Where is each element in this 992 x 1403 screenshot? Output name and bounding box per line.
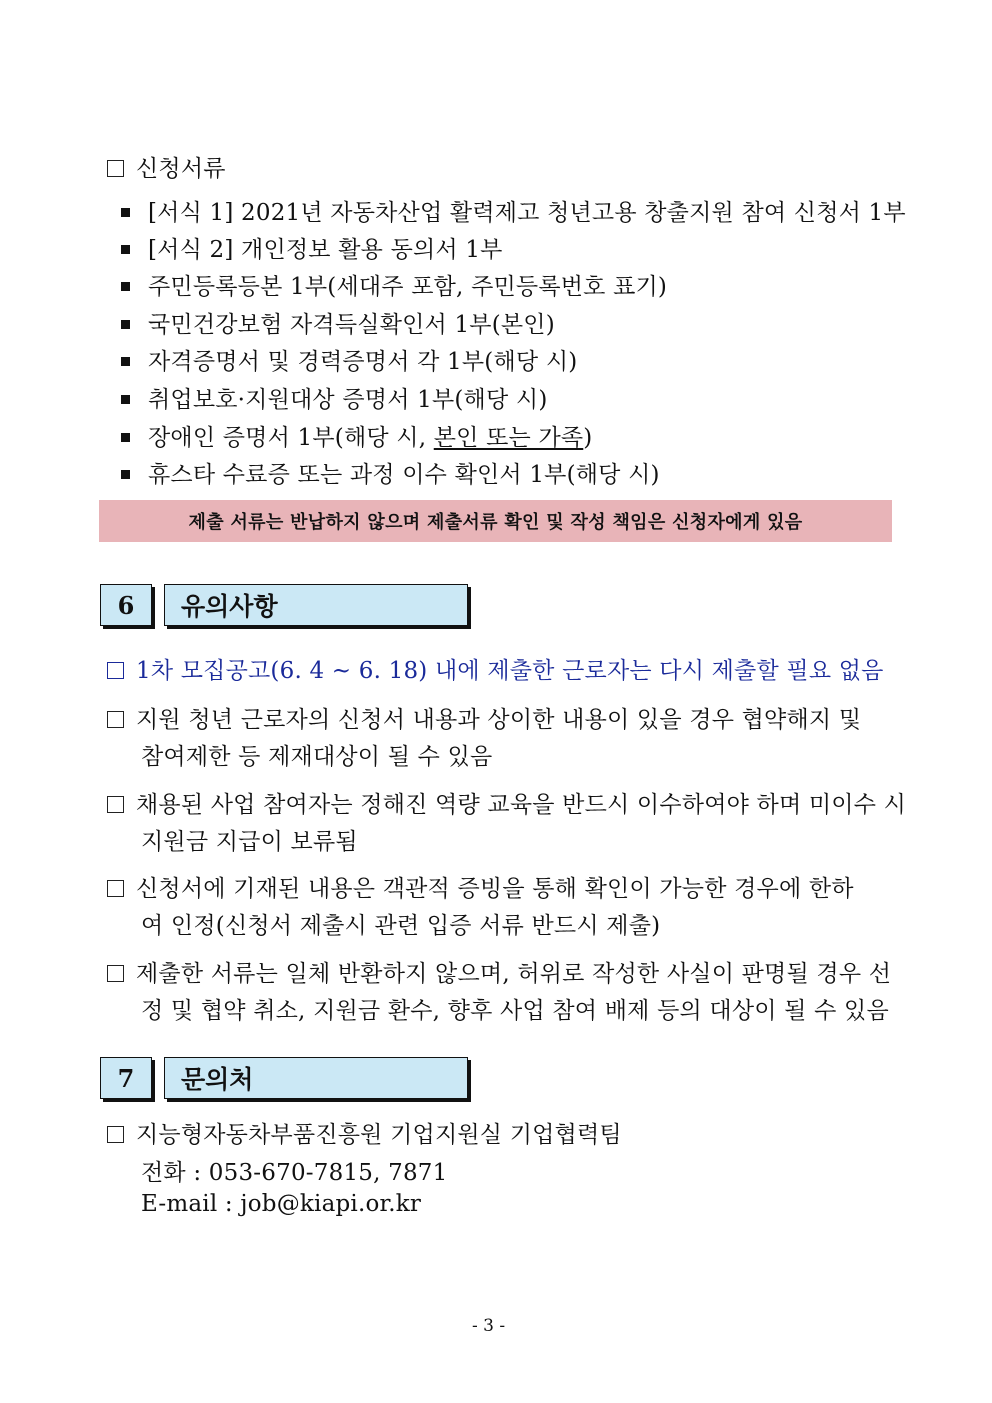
note-item-continuation: 여 인정(신청서 제출시 관련 입증 서류 반드시 제출) — [141, 913, 661, 939]
square-bullet-icon — [121, 357, 130, 366]
contact-email: E-mail : job@kiapi.or.kr — [141, 1191, 422, 1217]
doc-item: 취업보호·지원대상 증명서 1부(해당 시) — [121, 381, 548, 414]
note-item: 지원 청년 근로자의 신청서 내용과 상이한 내용이 있을 경우 협약해지 및 — [107, 701, 861, 734]
contact-org: 지능형자동차부품진흥원 기업지원실 기업협력팀 — [107, 1116, 622, 1149]
docs-heading: 신청서류 — [107, 150, 226, 183]
checkbox-square-icon — [107, 1126, 124, 1143]
doc-item: [서식 1] 2021년 자동차산업 활력제고 청년고용 창출지원 참여 신청서 1부 — [121, 194, 906, 227]
square-bullet-icon — [121, 282, 130, 291]
note-item: 제출한 서류는 일체 반환하지 않으며, 허위로 작성한 사실이 판명될 경우 선 — [107, 955, 891, 988]
square-bullet-icon — [121, 433, 130, 442]
square-bullet-icon — [121, 320, 130, 329]
section-title: 유의사항 — [164, 584, 468, 626]
note-item-continuation: 참여제한 등 제재대상이 될 수 있음 — [141, 744, 493, 770]
doc-item: 주민등록등본 1부(세대주 포함, 주민등록번호 표기) — [121, 268, 667, 301]
doc-item: 휴스타 수료증 또는 과정 이수 확인서 1부(해당 시) — [121, 456, 660, 489]
note-item-continuation: 정 및 협약 취소, 지원금 환수, 향후 사업 참여 배제 등의 대상이 될 수 있음 — [141, 998, 889, 1024]
square-bullet-icon — [121, 245, 130, 254]
square-bullet-icon — [121, 470, 130, 479]
square-bullet-icon — [121, 208, 130, 217]
doc-item: 자격증명서 및 경력증명서 각 1부(해당 시) — [121, 343, 577, 376]
checkbox-square-icon — [107, 796, 124, 813]
doc-item-disabled-certificate: 장애인 증명서 1부(해당 시, 본인 또는 가족) — [121, 419, 592, 452]
note-item: 신청서에 기재된 내용은 객관적 증빙을 통해 확인이 가능한 경우에 한하 — [107, 870, 854, 903]
underlined-text: 본인 또는 가족 — [433, 425, 584, 451]
square-bullet-icon — [121, 395, 130, 404]
checkbox-square-icon — [107, 880, 124, 897]
note-item-continuation: 지원금 지급이 보류됨 — [141, 829, 358, 855]
checkbox-square-icon — [107, 662, 124, 679]
section-title: 문의처 — [164, 1057, 468, 1099]
notice-banner: 제출 서류는 반납하지 않으며 제출서류 확인 및 작성 책임은 신청자에게 있음 — [99, 500, 892, 542]
checkbox-square-icon — [107, 965, 124, 982]
checkbox-square-icon — [107, 160, 124, 177]
note-item: 채용된 사업 참여자는 정해진 역량 교육을 반드시 이수하여야 하며 미이수 시 — [107, 786, 906, 819]
doc-item: [서식 2] 개인정보 활용 동의서 1부 — [121, 231, 503, 264]
note-blue: 1차 모집공고(6. 4 ~ 6. 18) 내에 제출한 근로자는 다시 제출할 필요 없음 — [107, 652, 884, 685]
page-number: - 3 - — [472, 1316, 506, 1336]
section-number: 7 — [100, 1057, 152, 1099]
contact-phone: 전화 : 053-670-7815, 7871 — [141, 1160, 448, 1186]
section-number: 6 — [100, 584, 152, 626]
doc-item: 국민건강보험 자격득실확인서 1부(본인) — [121, 306, 555, 339]
checkbox-square-icon — [107, 711, 124, 728]
